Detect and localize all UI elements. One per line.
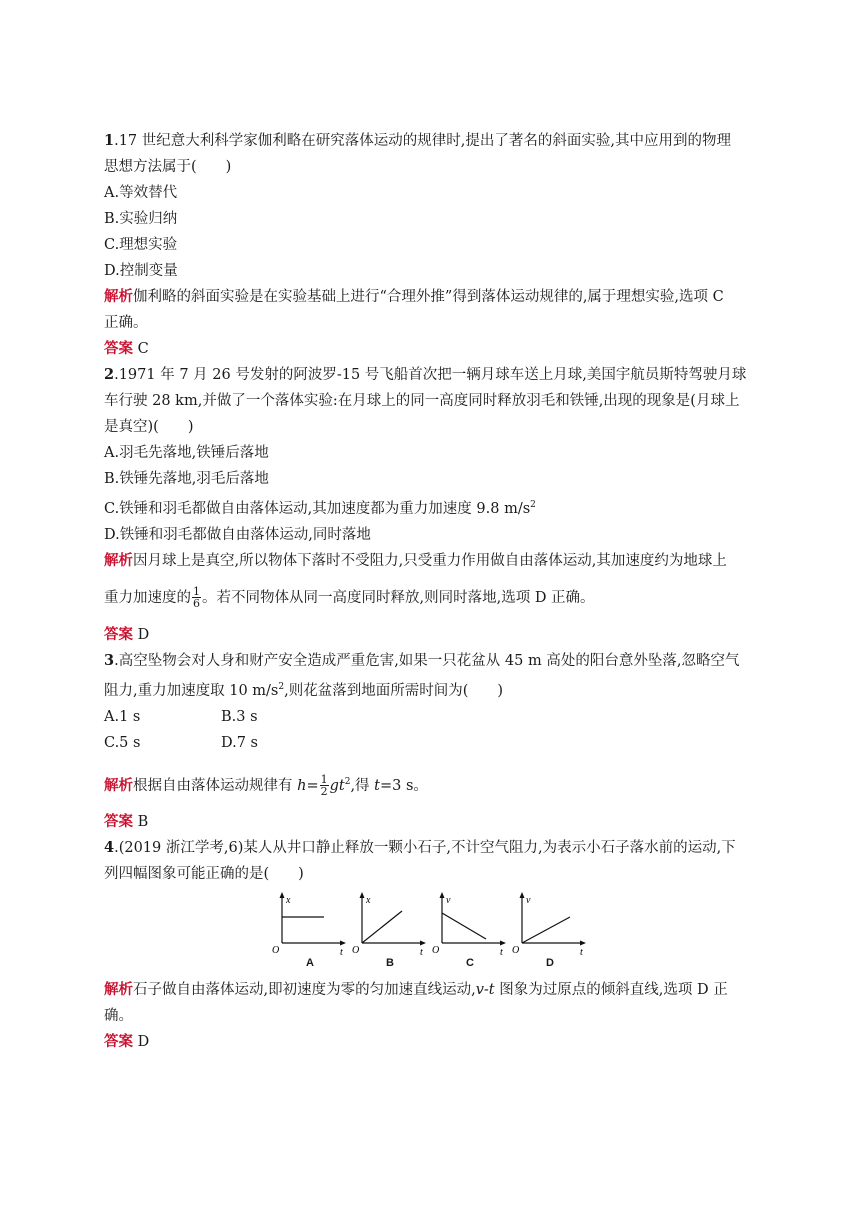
graph-d-y-arrow [520, 892, 525, 898]
q3-option-a: A.1 s [104, 708, 141, 725]
q2-option-c-text: C.铁锤和羽毛都做自由落体运动,其加速度都为重力加速度 9.8 m/s [104, 500, 531, 517]
q1-option-c: C.理想实验 [104, 237, 178, 253]
graph-b-x-arrow [420, 941, 426, 946]
graph-d-y-label: v [526, 895, 531, 907]
graph-c-plot [430, 891, 510, 957]
graph-b-x-label: t [420, 947, 423, 958]
graph-b-y-arrow [360, 892, 365, 898]
q3-number: 3 [104, 651, 115, 669]
graph-b-y-label: x [366, 895, 371, 907]
graph-a-y-label: x [286, 895, 291, 907]
graph-c-x-label: t [500, 947, 503, 958]
fraction-one-half [320, 774, 329, 797]
q4-stem-text: .(2019 浙江学考,6)某人从井口静止释放一颗小石子,不计空气阻力,为表示小石子落水前的运动,下 [114, 840, 736, 857]
q3-analysis-text-2: ,得 [350, 777, 375, 794]
graph-d-label: D [546, 957, 554, 970]
graph-c-x-arrow [500, 941, 506, 946]
document-page [104, 128, 764, 1055]
q3-option-c: C.5 s [104, 734, 141, 751]
graph-d-line [522, 917, 570, 943]
graph-a-x-label: t [340, 947, 343, 958]
q4-analysis-line2: 确。 [104, 1008, 133, 1025]
q1-analysis-line1 [104, 284, 764, 310]
q4-answer [104, 1029, 764, 1055]
graph-d [510, 891, 590, 975]
q2-stem-text: .1971 年 7 月 26 号发射的阿波罗-15 号飞船首次把一辆月球车送上月球,美国宇航员斯特驾驶月球 [114, 367, 747, 383]
q3-stem-text: .高空坠物会对人身和财产安全造成严重危害,如果一只花盆从 45 m 高处的阳台意外坠落,忽略空气 [114, 652, 740, 669]
graph-c-line [442, 913, 486, 939]
fraction-numerator: 1 [193, 585, 200, 599]
q2-option-a: A.羽毛先落地,铁锤后落地 [104, 445, 269, 461]
answer-label: 答案 [104, 1033, 133, 1051]
q3-stem-text-2b: ,则花盆落到地面所需时间为( ) [284, 682, 504, 699]
q4-analysis-text-2: 图象为过原点的倾斜直线,选项 D 正 [494, 982, 728, 999]
q1-stem-line1 [104, 128, 764, 154]
q2-stem-line1 [104, 362, 764, 388]
q3-option-d: D.7 s [221, 734, 258, 751]
q4-number: 4 [104, 839, 115, 857]
q2-option-c-sup: 2 [530, 500, 536, 510]
q1-answer [104, 336, 764, 362]
q2-analysis-line2 [104, 580, 764, 616]
q3-stem-text-2a: 阻力,重力加速度取 10 m/s [104, 682, 279, 699]
q2-answer-value: D [133, 626, 150, 643]
q1-analysis-line2: 正确。 [104, 315, 148, 331]
analysis-label: 解析 [104, 981, 133, 999]
q1-stem-text: .17 世纪意大利科学家伽利略在研究落体运动的规律时,提出了著名的斜面实验,其中应用到的物理 [114, 133, 731, 149]
q3-analysis-text-3: =3 s。 [380, 777, 428, 794]
analysis-label: 解析 [104, 288, 133, 305]
q2-number: 2 [104, 366, 115, 383]
q2-stem-line2: 车行驶 28 km,并做了一个落体实验:在月球上的同一高度同时释放羽毛和铁锤,出现的现象是(月球上 [104, 393, 740, 409]
q4-analysis-text-1: 石子做自由落体运动,即初速度为零的匀加速直线运动, [133, 982, 476, 999]
graph-a-label: A [306, 957, 314, 970]
q4-analysis-line1 [104, 977, 764, 1003]
q2-option-b: B.铁锤先落地,羽毛后落地 [104, 471, 269, 487]
answer-label: 答案 [104, 340, 133, 357]
graph-d-x-label: t [580, 947, 583, 958]
graph-a-origin: O [272, 945, 280, 957]
graph-c-y-label: v [446, 895, 451, 907]
var-vt: v-t [475, 982, 495, 999]
q2-option-d: D.铁锤和羽毛都做自由落体运动,同时落地 [104, 526, 371, 543]
q2-analysis-text-2b: 。若不同物体从同一高度同时释放,则同时落地,选项 D 正确。 [202, 589, 595, 606]
q3-answer-value: B [133, 814, 149, 831]
q2-option-c [104, 492, 764, 522]
analysis-label: 解析 [104, 776, 133, 794]
graph-c-y-arrow [440, 892, 445, 898]
q2-stem-line3: 是真空)( ) [104, 419, 194, 435]
var-t: t [374, 777, 380, 794]
q3-stem-sup: 2 [278, 681, 285, 692]
answer-label: 答案 [104, 625, 133, 643]
q3-analysis-text-1: 根据自由落体运动规律有 [133, 777, 298, 794]
q3-options-row1 [104, 704, 764, 730]
graph-c-origin: O [432, 945, 440, 957]
fraction-denominator: 2 [320, 784, 328, 798]
equals-sign: = [306, 777, 319, 794]
graph-a-plot [270, 891, 350, 957]
q4-stem-line2: 列四幅图象可能正确的是( ) [104, 866, 304, 883]
graph-c-label: C [466, 957, 474, 970]
graph-d-plot [510, 891, 590, 957]
answer-label: 答案 [104, 813, 133, 831]
q4-graphs [104, 891, 764, 975]
q2-analysis-line1 [104, 548, 764, 574]
q2-answer [104, 622, 764, 648]
q3-stem-line1 [104, 648, 764, 674]
q1-answer-value: C [133, 341, 149, 357]
graph-b-plot [350, 891, 430, 957]
q4-answer-value: D [133, 1034, 150, 1051]
graph-b-line [362, 911, 402, 943]
fraction-one-sixth [192, 586, 201, 609]
q1-option-b: B.实验归纳 [104, 211, 178, 227]
graph-b [350, 891, 430, 975]
q4-stem-line1 [104, 835, 764, 861]
analysis-label: 解析 [104, 551, 133, 569]
graph-a [270, 891, 350, 975]
q3-option-b: B.3 s [221, 708, 258, 725]
q3-analysis [104, 764, 764, 804]
q1-option-d: D.控制变量 [104, 263, 178, 279]
q3-answer [104, 809, 764, 835]
q1-option-a: A.等效替代 [104, 185, 178, 201]
var-h: h [297, 777, 307, 794]
graph-c [430, 891, 510, 975]
fraction-denominator: 6 [193, 597, 200, 611]
graph-b-origin: O [352, 945, 360, 957]
fraction-numerator: 1 [320, 772, 328, 786]
q2-analysis-text: 因月球上是真空,所以物体下落时不受阻力,只受重力作用做自由落体运动,其加速度约为地球上 [133, 552, 727, 569]
graph-d-origin: O [512, 945, 520, 957]
q3-sup: 2 [344, 776, 351, 787]
q2-analysis-text-2a: 重力加速度的 [104, 589, 191, 606]
var-gt: gt [329, 777, 345, 794]
q1-stem-line2: 思想方法属于( ) [104, 159, 232, 175]
graph-b-label: B [386, 957, 394, 970]
graph-d-x-arrow [580, 941, 586, 946]
q1-number: 1 [104, 132, 115, 149]
graph-a-x-arrow [340, 941, 346, 946]
q3-stem-line2 [104, 674, 764, 704]
graph-a-y-arrow [280, 892, 285, 898]
q3-options-row2 [104, 730, 764, 756]
q1-analysis-text: 伽利略的斜面实验是在实验基础上进行“合理外推”得到落体运动规律的,属于理想实验,选项 C [133, 289, 724, 305]
